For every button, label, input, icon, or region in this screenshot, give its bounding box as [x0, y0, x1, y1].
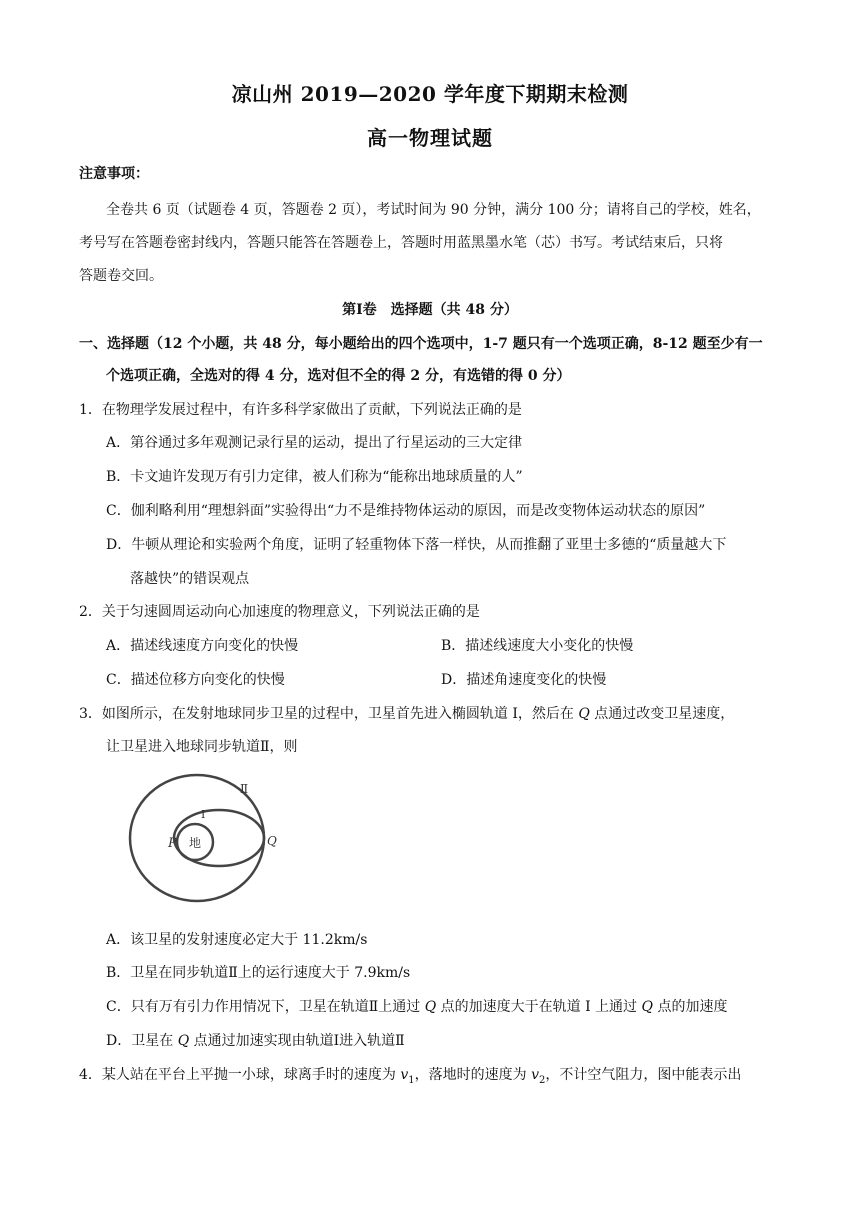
- question-3-stem: [79, 704, 734, 724]
- notice-heading: 注意事项：: [79, 166, 149, 182]
- var-q: Q: [177, 1033, 190, 1049]
- question-2-option-c: C．描述位移方向变化的快慢: [106, 672, 285, 688]
- section-instructions: 个选项正确，全选对的得 4 分，选对但不全的得 2 分，有选错的得 0 分）: [106, 368, 571, 384]
- question-1-stem: 1．在物理学发展过程中，有许多科学家做出了贡献，下列说法正确的是: [79, 402, 522, 418]
- exam-title: 凉山州 2019—2020 学年度下期期末检测: [231, 82, 629, 106]
- question-3-option-c: [106, 997, 727, 1017]
- question-1-option-a: A．第谷通过多年观测记录行星的运动，提出了行星运动的三大定律: [106, 435, 523, 451]
- question-3-option-d: [106, 1031, 405, 1051]
- question-3-option-b: B．卫星在同步轨道Ⅱ上的运行速度大于 7.9km/s: [106, 965, 411, 981]
- question-1-option-c: C．伽利略利用“理想斜面”实验得出“力不是维持物体运动的原因，而是改变物体运动状态的原因”: [106, 503, 706, 519]
- var-v2: v: [531, 1067, 540, 1083]
- notice-line: 考号写在答题卷密封线内，答题只能答在答题卷上，答题时用蓝黑墨水笔（芯）书写。考试结束后，只将: [79, 235, 723, 251]
- question-2-option-a: A．描述线速度方向变化的快慢: [106, 638, 299, 654]
- option-text: 点通过加速实现由轨道Ⅰ进入轨道Ⅱ: [189, 1033, 405, 1049]
- question-1-option-d-cont: 落越快”的错误观点: [130, 571, 250, 587]
- subscript-1: 1: [408, 1074, 415, 1086]
- var-q: Q: [424, 999, 437, 1015]
- section-instructions: 一、选择题（12 个小题，共 48 分，每小题给出的四个选项中，1-7 题只有一个选项正确，8-12 题至少有一: [79, 336, 763, 352]
- orbit-2-label: Ⅱ: [240, 782, 249, 796]
- subscript-2: 2: [539, 1074, 546, 1086]
- option-text: D．卫星在: [106, 1033, 178, 1049]
- point-q-label: Q: [267, 834, 277, 848]
- point-p-label: P: [168, 836, 177, 851]
- option-text: 点的加速度: [653, 999, 728, 1015]
- exam-subtitle: 高一物理试题: [367, 126, 493, 150]
- var-q: Q: [578, 706, 590, 722]
- question-1-option-b: B．卡文迪许发现万有引力定律，被人们称为“能称出地球质量的人”: [106, 469, 523, 485]
- stem-text: 3．如图所示，在发射地球同步卫星的过程中，卫星首先进入椭圆轨道 I，然后在: [79, 706, 579, 722]
- question-2-stem: 2．关于匀速圆周运动向心加速度的物理意义，下列说法正确的是: [79, 604, 480, 620]
- question-3-option-a: A．该卫星的发射速度必定大于 11.2km/s: [106, 932, 368, 948]
- var-v1: v: [400, 1067, 409, 1083]
- orbit-1-label: I: [201, 808, 206, 821]
- stem-text: 点通过改变卫星速度，: [589, 706, 735, 722]
- earth-label: 地: [189, 836, 202, 850]
- notice-line: 答题卷交回。: [79, 268, 163, 284]
- stem-text: 4．某人站在平台上平抛一小球，球离手时的速度为: [79, 1067, 401, 1083]
- option-text: 点的加速度大于在轨道 I 上通过: [436, 999, 642, 1015]
- stem-text: ，不计空气阻力，图中能表示出: [545, 1067, 742, 1083]
- var-q: Q: [641, 999, 653, 1015]
- option-text: C．只有万有引力作用情况下，卫星在轨道Ⅱ上通过: [106, 999, 425, 1015]
- orbit-diagram: [120, 758, 280, 908]
- question-2-option-b: B．描述线速度大小变化的快慢: [441, 638, 634, 654]
- question-1-option-d: D．牛顿从理论和实验两个角度，证明了轻重物体下落一样快，从而推翻了亚里士多德的“质量越大下: [106, 537, 727, 553]
- question-4-stem: [79, 1065, 741, 1091]
- stem-text: ，落地时的速度为: [414, 1067, 532, 1083]
- section-title: 第Ⅰ卷 选择题（共 48 分）: [342, 302, 518, 318]
- notice-line: 全卷共 6 页（试题卷 4 页，答题卷 2 页），考试时间为 90 分钟，满分 100 分；请将自己的学校，姓名，: [106, 202, 761, 218]
- question-2-option-d: D．描述角速度变化的快慢: [441, 672, 607, 688]
- question-3-stem-cont: 让卫星进入地球同步轨道Ⅱ，则: [106, 739, 298, 755]
